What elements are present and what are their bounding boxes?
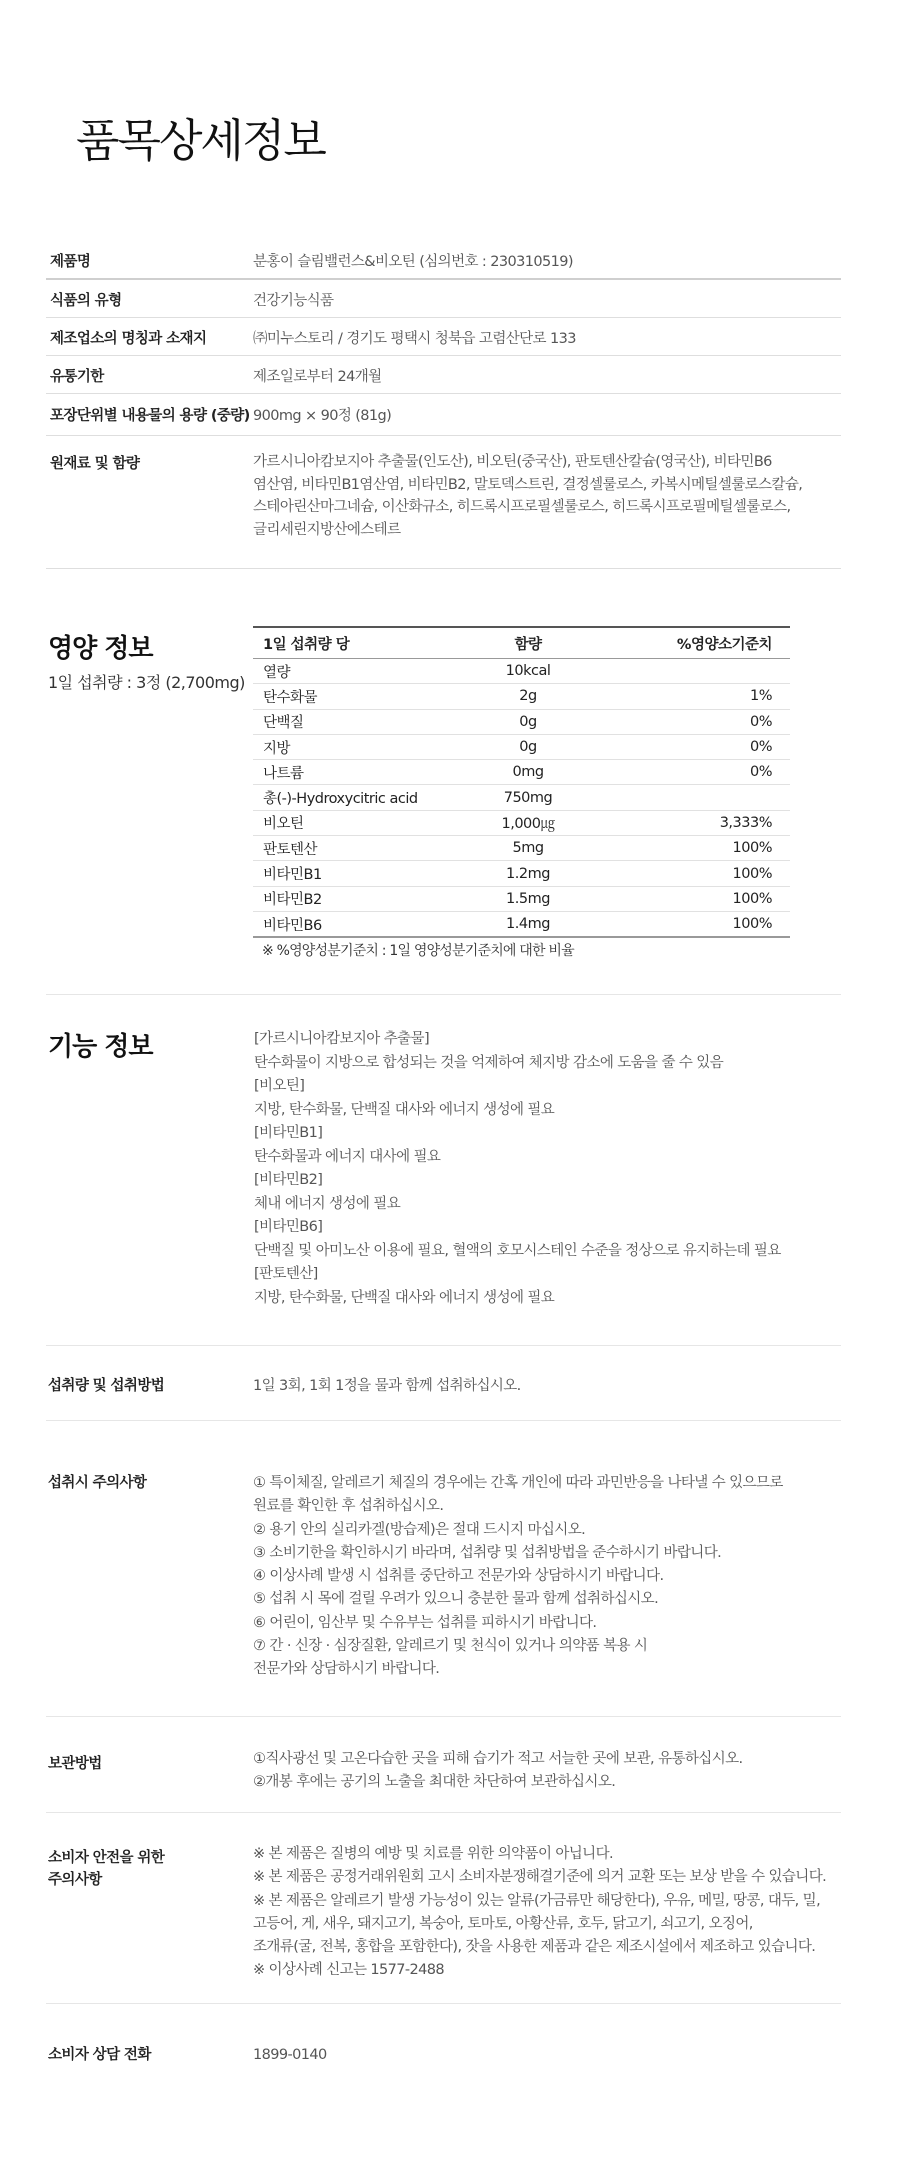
info-row-package-volume: [46, 394, 841, 436]
info-label: 제품명: [50, 254, 91, 270]
function-info-list: [254, 1028, 781, 1310]
divider: [46, 1345, 841, 1346]
nutrition-header: %영양소기준치: [593, 627, 790, 659]
ingredients-line: 염산염, 비타민B1염산염, 비타민B2, 말토덱스트린, 결정셀룰로스, 카복시메틸셀룰로스칼슘,: [253, 476, 803, 493]
caution-line: ② 용기 안의 실리카겔(방습제)은 절대 드시지 마십시오.: [253, 1521, 586, 1538]
nutrient-amount: 0mg: [463, 760, 593, 785]
nutrient-amount: 1.5mg: [463, 886, 593, 911]
ingredients-line: 스테아린산마그네슘, 이산화규소, 히드록시프로필셀룰로스, 히드록시프로필메틸셀룰로스,: [253, 499, 791, 515]
product-info-table: [46, 242, 841, 569]
nutrient-percent: 0%: [593, 760, 790, 785]
nutrition-row: [253, 684, 790, 709]
nutrition-title: 영양 정보: [48, 634, 153, 664]
nutrition-row: [253, 709, 790, 734]
info-value: 900mg × 90정 (81g): [253, 408, 392, 424]
info-label: 제조업소의 명칭과 소재지: [50, 331, 207, 347]
nutrient-percent: [593, 785, 790, 810]
nutrient-percent: 100%: [732, 916, 772, 933]
ingredients-line: 가르시니아캄보지아 추출물(인도산), 비오틴(중국산), 판토텐산칼슘(영국산), 비타민B6: [253, 454, 772, 470]
consumer-safety-label: [48, 1847, 164, 1891]
info-row-ingredients: [46, 436, 841, 569]
nutrient-name: 비타민B2: [253, 886, 463, 911]
nutrition-row: [253, 659, 790, 684]
info-label: 식품의 유형: [50, 293, 122, 309]
function-line: [판토텐산]: [254, 1266, 318, 1282]
divider: [46, 994, 841, 995]
caution-line: ⑤ 섭취 시 목에 걸릴 우려가 있으니 충분한 물과 함께 섭취하십시오.: [253, 1591, 659, 1608]
cautions-list: [253, 1472, 783, 1682]
info-label: 유통기한: [50, 369, 104, 385]
page-title: 품목상세정보: [76, 114, 325, 167]
nutrient-name: 열량: [253, 659, 463, 684]
info-label: 원재료 및 함량: [50, 456, 140, 472]
divider: [46, 1812, 841, 1813]
function-line: [가르시니아캄보지아 추출물]: [254, 1031, 430, 1047]
caution-line: 전문가와 상담하시기 바랍니다.: [253, 1661, 440, 1678]
info-row-food-type: [46, 280, 841, 318]
divider: [46, 1420, 841, 1421]
nutrient-amount: 1,000㎍: [463, 810, 593, 835]
function-line: 체내 에너지 생성에 필요: [254, 1195, 401, 1212]
consumer-safety-list: [253, 1843, 826, 1983]
storage-label: 보관방법: [48, 1756, 102, 1772]
function-line: 지방, 탄수화물, 단백질 대사와 에너지 생성에 필요: [254, 1101, 555, 1118]
info-value: 제조일로부터 24개월: [253, 369, 382, 385]
consumer-safety-label-line: 소비자 안전을 위한: [48, 1850, 165, 1866]
nutrition-header-row: [253, 627, 790, 659]
consumer-safety-label-line: 주의사항: [48, 1872, 102, 1888]
nutrient-percent: 1%: [593, 684, 790, 709]
nutrient-name: 비타민B6: [263, 917, 322, 934]
function-line: 단백질 및 아미노산 이용에 필요, 혈액의 호모시스테인 수준을 정상으로 유지하는데 필요: [254, 1242, 781, 1259]
function-line: [비타민B6]: [254, 1219, 323, 1235]
function-line: [비오틴]: [254, 1078, 305, 1094]
nutrition-row: [253, 760, 790, 785]
nutrition-row: [253, 810, 790, 835]
storage-line: ②개봉 후에는 공기의 노출을 최대한 차단하여 보관하십시오.: [253, 1774, 616, 1791]
caution-line: ① 특이체질, 알레르기 체질의 경우에는 간혹 개인에 따라 과민반응을 나타낼 수 있으므로: [253, 1475, 783, 1491]
function-line: 지방, 탄수화물, 단백질 대사와 에너지 생성에 필요: [254, 1289, 555, 1306]
intake-line: 1일 3회, 1회 1정을 물과 함께 섭취하십시오.: [253, 1378, 521, 1394]
nutrition-table: [253, 626, 790, 938]
ingredients-line: 글리세린지방산에스테르: [253, 521, 401, 538]
storage-line: ①직사광선 및 고온다습한 곳을 피해 습기가 적고 서늘한 곳에 보관, 유통하십시오.: [253, 1751, 743, 1767]
info-value: 건강기능식품: [253, 293, 334, 309]
nutrient-name: 탄수화물: [253, 684, 463, 709]
caution-line: ⑦ 간 · 신장 · 심장질환, 알레르기 및 천식이 있거나 의약품 복용 시: [253, 1638, 648, 1655]
info-label: 포장단위별 내용물의 용량 (중량): [50, 408, 250, 424]
divider: [46, 2003, 841, 2004]
nutrition-header: 1일 섭취량 당: [253, 627, 463, 659]
info-value: 분홍이 슬림밸런스&비오틴 (심의번호 : 230310519): [253, 254, 573, 270]
nutrient-name: 비오틴: [253, 810, 463, 835]
caution-line: 원료를 확인한 후 섭취하십시오.: [253, 1498, 444, 1515]
ingredients-text: [253, 451, 835, 541]
nutrient-percent: 0%: [593, 709, 790, 734]
function-line: [비타민B1]: [254, 1125, 323, 1141]
nutrition-row: [253, 785, 790, 810]
nutrient-name: 나트륨: [253, 760, 463, 785]
consumer-safety-line: ※ 본 제품은 알레르기 발생 가능성이 있는 알류(가금류만 해당한다), 우유, 메밀, 땅콩, 대두, 밀,: [253, 1892, 821, 1909]
nutrient-amount: 5mg: [463, 836, 593, 861]
nutrient-name: 비타민B1: [253, 861, 463, 886]
nutrition-footnote: ※ %영양성분기준치 : 1일 영양성분기준치에 대한 비율: [262, 943, 574, 959]
nutrient-name: 지방: [253, 734, 463, 759]
info-row-product-name: [46, 242, 841, 280]
info-row-expiry: [46, 356, 841, 394]
consumer-safety-line: ※ 이상사례 신고는 1577-2488: [253, 1962, 445, 1979]
nutrient-percent: 0%: [593, 734, 790, 759]
nutrition-row: [253, 734, 790, 759]
nutrient-percent: 100%: [593, 886, 790, 911]
nutrient-percent: 100%: [593, 861, 790, 886]
nutrient-amount: 1.4mg: [506, 916, 550, 933]
nutrient-amount: 10kcal: [463, 659, 593, 684]
caution-line: ③ 소비기한을 확인하시기 바라며, 섭취량 및 섭취방법을 준수하시기 바랍니다.: [253, 1544, 722, 1561]
serving-size: 1일 섭취량 : 3정 (2,700mg): [48, 673, 245, 692]
consultation-text: [253, 2044, 327, 2067]
intake-label: 섭취량 및 섭취방법: [48, 1378, 165, 1394]
nutrition-row: [253, 836, 790, 861]
nutrition-row: [253, 861, 790, 886]
function-line: [비타민B2]: [254, 1172, 323, 1188]
cautions-label: 섭취시 주의사항: [48, 1475, 147, 1491]
function-line: 탄수화물이 지방으로 합성되는 것을 억제하여 체지방 감소에 도움을 줄 수 있음: [254, 1054, 724, 1071]
nutrient-percent: 3,333%: [593, 810, 790, 835]
consultation-phone: 1899-0140: [253, 2047, 327, 2063]
divider: [46, 1716, 841, 1717]
nutrient-name: 단백질: [253, 709, 463, 734]
nutrient-amount: 1.2mg: [463, 861, 593, 886]
consumer-safety-line: ※ 본 제품은 공정거래위원회 고시 소비자분쟁해결기준에 의거 교환 또는 보상 받을 수 있습니다.: [253, 1869, 827, 1886]
nutrient-name: 판토텐산: [253, 836, 463, 861]
consumer-safety-line: 조개류(굴, 전복, 홍합을 포함한다), 잣을 사용한 제품과 같은 제조시설에서 제조하고 있습니다.: [253, 1939, 816, 1956]
nutrient-amount: 0g: [463, 734, 593, 759]
caution-line: ⑥ 어린이, 임산부 및 수유부는 섭취를 피하시기 바랍니다.: [253, 1614, 597, 1631]
nutrient-amount: 750mg: [463, 785, 593, 810]
caution-line: ④ 이상사례 발생 시 섭취를 중단하고 전문가와 상담하시기 바랍니다.: [253, 1568, 664, 1585]
nutrition-row: [253, 911, 790, 937]
function-line: 탄수화물과 에너지 대사에 필요: [254, 1148, 441, 1165]
info-value: ㈜미누스토리 / 경기도 평택시 청북읍 고렴산단로 133: [253, 331, 576, 347]
nutrition-header: 함량: [463, 627, 593, 659]
consumer-safety-line: 고등어, 게, 새우, 돼지고기, 복숭아, 토마토, 아황산류, 호두, 닭고기, 쇠고기, 오징어,: [253, 1915, 753, 1932]
function-info-title: 기능 정보: [48, 1032, 153, 1062]
intake-text: [253, 1375, 521, 1398]
nutrient-amount: 2g: [463, 684, 593, 709]
nutrition-row: [253, 886, 790, 911]
nutrient-percent: 100%: [593, 836, 790, 861]
storage-list: [253, 1748, 743, 1795]
nutrient-name: 총(-)-Hydroxycitric acid: [253, 785, 463, 810]
nutrient-percent: [593, 659, 790, 684]
consultation-label: 소비자 상담 전화: [48, 2047, 151, 2063]
consumer-safety-line: ※ 본 제품은 질병의 예방 및 치료를 위한 의약품이 아닙니다.: [253, 1846, 614, 1862]
info-row-manufacturer: [46, 318, 841, 356]
nutrient-amount: 0g: [463, 709, 593, 734]
